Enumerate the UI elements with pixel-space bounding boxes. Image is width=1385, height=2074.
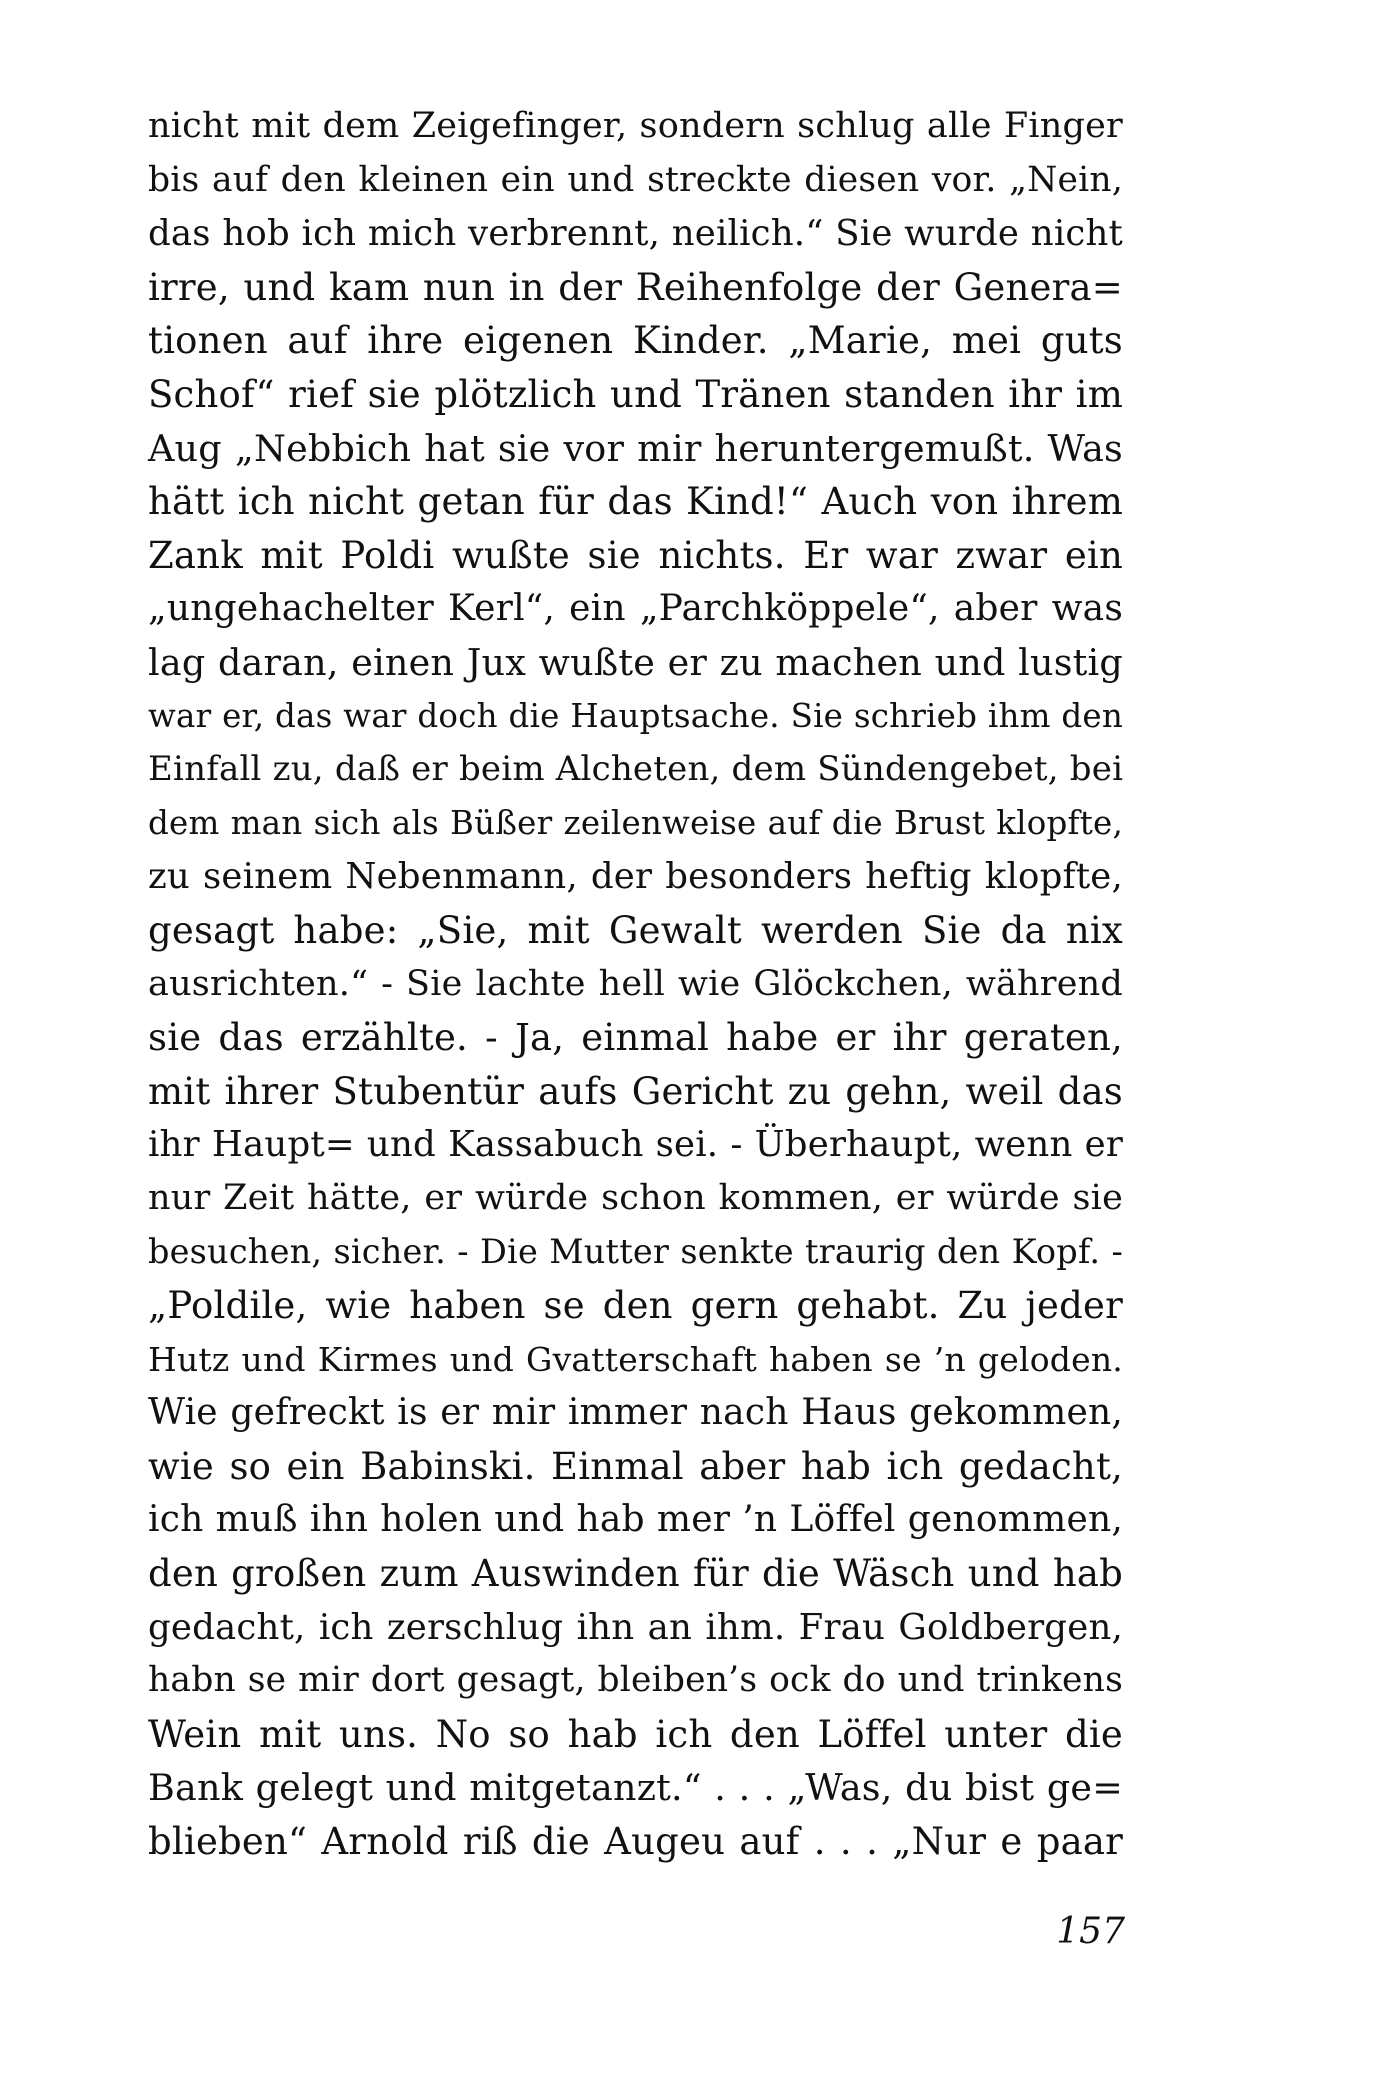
body-text (148, 100, 1123, 1869)
text-line: lag daran, einen Jux wußte er zu machen und lustig (148, 640, 1123, 684)
text-line: Schof“ rief sie plötzlich und Tränen standen ihr im (148, 372, 1123, 416)
text-line: nur Zeit hätte, er würde schon kommen, er würde sie (148, 1177, 1123, 1218)
text-line: gedacht, ich zerschlug ihn an ihm. Frau Goldbergen, (148, 1606, 1123, 1648)
text-line: war er, das war doch die Hauptsache. Sie schrieb ihm den (148, 696, 1123, 735)
text-line: Hutz und Kirmes und Gvatterschaft haben se ’n geloden. (148, 1339, 1123, 1379)
text-line: ihr Haupt= und Kassabuch sei. - Überhaupt, wenn er (148, 1124, 1123, 1166)
text-line: Aug „Nebbich hat sie vor mir heruntergemußt. Was (148, 426, 1123, 470)
text-line: „ungehachelter Kerl“, ein „Parchköppele“, aber was (148, 588, 1123, 630)
text-line: Wie gefreckt is er mir immer nach Haus gekommen, (148, 1392, 1123, 1434)
page-number: 157 (1056, 1911, 1125, 1952)
text-line: zu seinem Nebenmann, der besonders heftig klopfte, (148, 856, 1123, 898)
text-line: sie das erzählte. - Ja, einmal habe er ihr geraten, (148, 1016, 1123, 1060)
text-line: wie so ein Babinski. Einmal aber hab ich gedacht, (148, 1444, 1123, 1488)
text-line: Wein mit uns. No so hab ich den Löffel unter die (148, 1712, 1123, 1756)
text-line: nicht mit dem Zeigefinger, sondern schlug alle Finger (148, 106, 1123, 146)
text-line: blieben“ Arnold riß die Augeu auf . . . „Nur e paar (148, 1820, 1123, 1863)
text-line: irre, und kam nun in der Reihenfolge der Genera= (148, 265, 1123, 309)
text-line: habn se mir dort gesagt, bleiben’s ock do und trinkens (148, 1660, 1123, 1701)
text-line: den großen zum Auswinden für die Wäsch und hab (148, 1552, 1123, 1596)
text-line: ich muß ihn holen und hab mer ’n Löffel genommen, (148, 1499, 1123, 1541)
text-line: tionen auf ihre eigenen Kinder. „Marie, mei guts (148, 319, 1123, 363)
text-line: Bank gelegt und mitgetanzt.“ . . . „Was, du bist ge= (148, 1766, 1123, 1810)
text-line: gesagt habe: „Sie, mit Gewalt werden Sie da nix (148, 908, 1123, 952)
text-line: Zank mit Poldi wußte sie nichts. Er war zwar ein (148, 533, 1123, 577)
text-line: besuchen, sicher. - Die Mutter senkte traurig den Kopf. - (148, 1232, 1123, 1272)
text-line: „Poldile, wie haben se den gern gehabt. Zu jeder (148, 1284, 1123, 1328)
text-line: das hob ich mich verbrennt, neilich.“ Sie wurde nicht (148, 213, 1123, 255)
text-line: Einfall zu, daß er beim Alcheten, dem Sündengebet, bei (148, 749, 1124, 790)
text-line: bis auf den kleinen ein und streckte diesen vor. „Nein, (148, 159, 1123, 200)
text-line: ausrichten.“ - Sie lachte hell wie Glöckchen, während (148, 963, 1123, 1004)
text-line: dem man sich als Büßer zeilenweise auf die Brust klopfte, (148, 803, 1123, 842)
text-line: mit ihrer Stubentür aufs Gericht zu gehn, weil das (148, 1069, 1123, 1113)
text-line: hätt ich nicht getan für das Kind!“ Auch von ihrem (148, 480, 1123, 524)
